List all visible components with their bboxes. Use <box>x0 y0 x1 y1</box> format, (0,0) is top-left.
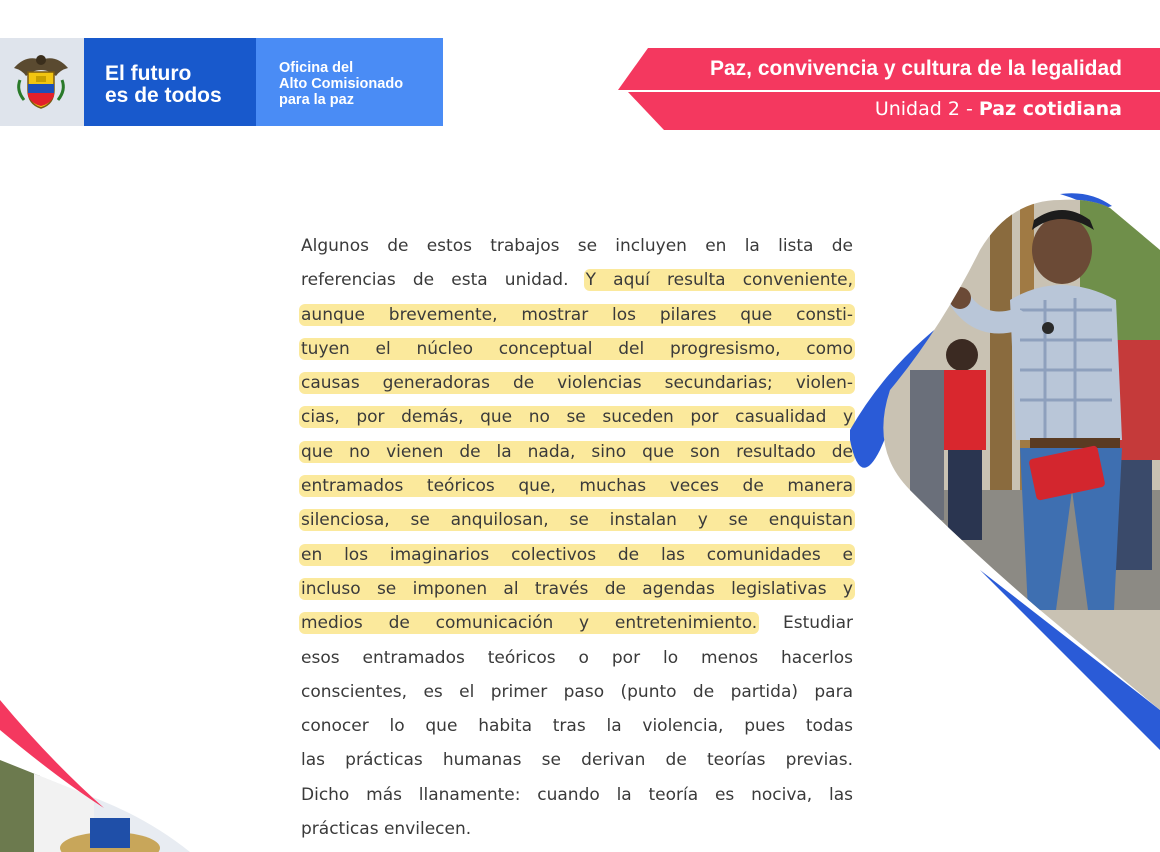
text-run: prácticas envilecen. <box>301 819 472 840</box>
text-line <box>301 332 853 366</box>
unit-label <box>875 98 1122 120</box>
text-line <box>301 743 853 777</box>
text-run: Dicho más llanamente: cuando la teoría es nociva, las <box>301 784 853 805</box>
text-line <box>301 709 853 743</box>
text-line <box>301 641 853 675</box>
highlighted-text: causas generadoras de violencias secundarias; violen- <box>301 373 853 394</box>
slogan-line-2: es de todos <box>105 84 222 107</box>
highlighted-text: cias, por demás, que no se suceden por casualidad y <box>301 407 853 428</box>
text-line <box>301 503 853 537</box>
highlighted-text: en los imaginarios colectivos de las comunidades e <box>301 544 853 565</box>
highlighted-text: tuyen el núcleo conceptual del progresismo, como <box>301 338 853 359</box>
text-line <box>301 298 853 332</box>
office-line-2: Alto Comisionado <box>279 76 404 92</box>
text-line <box>301 263 853 297</box>
text-run: conocer lo que habita tras la violencia, pues todas <box>301 716 853 737</box>
text-run: conscientes, es el primer paso (punto de partida) para <box>301 681 853 702</box>
text-run: esos entramados teóricos o por lo menos hacerlos <box>301 647 853 668</box>
text-line <box>301 606 853 640</box>
highlighted-text: entramados teóricos que, muchas veces de manera <box>301 476 853 497</box>
text-line <box>301 572 853 606</box>
highlighted-text: Y aquí resulta conveniente, <box>585 270 853 291</box>
text-line <box>301 675 853 709</box>
highlighted-text: silenciosa, se anquilosan, se instalan y se enquistan <box>301 510 853 531</box>
office-line-1: Oficina del <box>279 60 354 76</box>
highlighted-text: medios de comunicación y entretenimiento. <box>301 613 758 634</box>
office-block <box>256 38 443 126</box>
coat-of-arms-icon <box>10 50 72 112</box>
highlighted-text: incluso se imponen al través de agendas legislativas y <box>301 578 853 599</box>
text-run: las prácticas humanas se derivan de teorías previas. <box>301 750 853 771</box>
crest-box <box>0 38 84 126</box>
body-paragraph <box>301 229 853 846</box>
text-line <box>301 778 853 812</box>
slogan-line-1: El futuro <box>105 62 192 85</box>
text-line <box>301 469 853 503</box>
text-run: Algunos de estos trabajos se incluyen en la lista de <box>301 236 853 256</box>
text-line <box>301 812 853 846</box>
course-title: Paz, convivencia y cultura de la legalidad <box>710 57 1122 80</box>
corner-photo-decoration <box>0 700 190 852</box>
text-run: referencias de esta unidad. <box>301 270 569 291</box>
text-line <box>301 538 853 572</box>
text-run: Estudiar <box>783 613 853 634</box>
slogan-block <box>84 38 256 126</box>
unit-name: Paz cotidiana <box>978 98 1122 120</box>
highlighted-text: aunque brevemente, mostrar los pilares que consti- <box>301 304 853 325</box>
highlighted-text: que no vienen de la nada, sino que son resultado de <box>301 441 853 462</box>
text-line <box>301 400 853 434</box>
office-line-3: para la paz <box>279 92 354 108</box>
unit-prefix: Unidad 2 - <box>874 98 979 120</box>
text-line <box>301 366 853 400</box>
text-line <box>301 229 853 263</box>
text-line <box>301 435 853 469</box>
speaker-photo <box>850 190 1160 750</box>
